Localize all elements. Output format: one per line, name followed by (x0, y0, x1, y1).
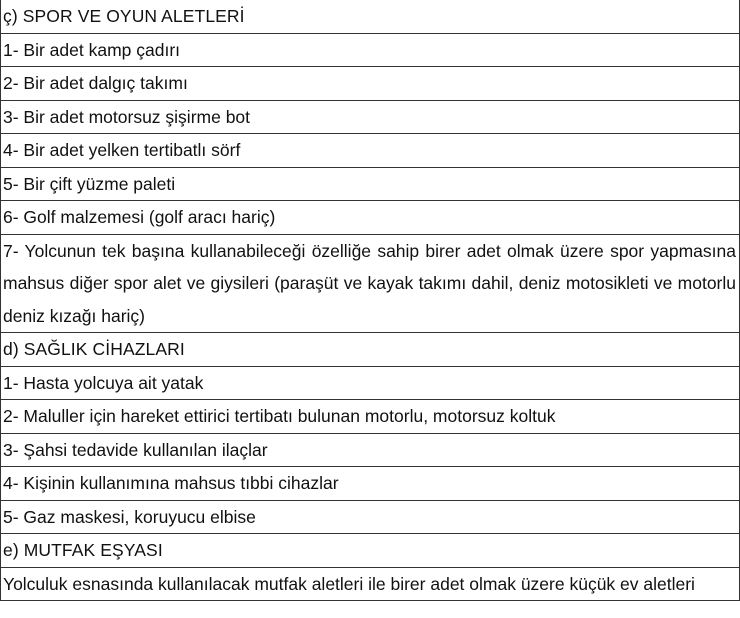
list-item: 3- Şahsi tedavide kullanılan ilaçlar (1, 433, 740, 467)
list-item: Yolculuk esnasında kullanılacak mutfak aletleri ile birer adet olmak üzere küçük ev aletleri (1, 567, 740, 601)
list-item: 1- Bir adet kamp çadırı (1, 33, 740, 67)
table-row (1, 433, 740, 467)
list-item: 4- Bir adet yelken tertibatlı sörf (1, 134, 740, 168)
table-row (1, 201, 740, 235)
table-row (1, 467, 740, 501)
table-row (1, 100, 740, 134)
list-item: 6- Golf malzemesi (golf aracı hariç) (1, 201, 740, 235)
table-row (1, 134, 740, 168)
table-row (1, 167, 740, 201)
table-row (1, 500, 740, 534)
table-row (1, 400, 740, 434)
table-row (1, 567, 740, 601)
table-row (1, 33, 740, 67)
list-item: 3- Bir adet motorsuz şişirme bot (1, 100, 740, 134)
list-item: 2- Bir adet dalgıç takımı (1, 67, 740, 101)
section-heading-sports: ç) SPOR VE OYUN ALETLERİ (1, 0, 740, 33)
table-row (1, 366, 740, 400)
list-item: 1- Hasta yolcuya ait yatak (1, 366, 740, 400)
section-heading-health: d) SAĞLIK CİHAZLARI (1, 333, 740, 367)
table-row (1, 234, 740, 333)
section-heading-row (1, 333, 740, 367)
list-item: 5- Gaz maskesi, koruyucu elbise (1, 500, 740, 534)
list-item: 5- Bir çift yüzme paleti (1, 167, 740, 201)
section-heading-row (1, 534, 740, 568)
list-item: 7- Yolcunun tek başına kullanabileceği özelliğe sahip birer adet olmak üzere spor yapmasına mahsus diğer spor alet ve giysileri (paraşüt ve kayak takımı dahil, deniz motosikleti ve motorlu deniz kızağı hariç) (1, 234, 740, 333)
table-row (1, 67, 740, 101)
section-heading-row (1, 0, 740, 33)
section-heading-kitchen: e) MUTFAK EŞYASI (1, 534, 740, 568)
list-item: 2- Maluller için hareket ettirici tertibatı bulunan motorlu, motorsuz koltuk (1, 400, 740, 434)
list-item: 4- Kişinin kullanımına mahsus tıbbi cihazlar (1, 467, 740, 501)
